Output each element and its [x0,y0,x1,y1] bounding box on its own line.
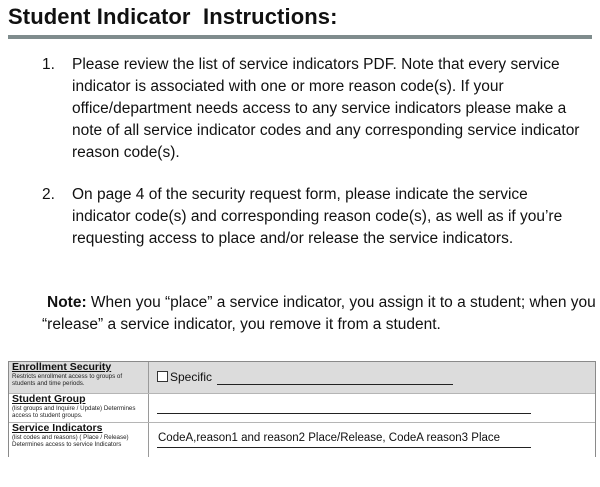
row-title: Service Indicators [12,422,103,434]
instruction-step-2 [42,184,590,250]
specific-checkbox[interactable] [157,371,168,382]
row-label [9,423,149,457]
row-value-cell [149,423,595,457]
security-request-form-excerpt [8,361,596,457]
row-subtitle: (list codes and reasons) ( Place / Release) Determines access to service Indicators [12,434,129,449]
row-value-cell [149,394,595,422]
instruction-step-1 [42,54,590,164]
note-paragraph [42,292,598,336]
row-value-cell [149,362,595,393]
student-group-entry-line[interactable] [157,413,531,414]
specific-entry-line[interactable] [217,384,453,385]
row-subtitle: (list groups and Inquire / Update) Determines access to student groups. [12,405,136,420]
service-indicator-entry-line [157,447,531,448]
form-row-enrollment-security [9,362,595,394]
instruction-list [42,54,590,250]
specific-label: Specific [170,370,213,384]
step-number: 2. [42,186,55,203]
row-title: Enrollment Security [12,361,112,373]
row-title: Student Group [12,393,86,405]
form-row-service-indicators [9,423,595,457]
step-text: On page 4 of the security request form, please indicate the service indicator code(s) and corresponding reason code(s), as well as if you’re requesting access to place and/or release the service indicators. [72,186,563,247]
row-subtitle: Restricts enrollment access to groups of students and time periods. [12,373,123,388]
note-label: Note: [47,294,87,311]
row-label [9,362,149,393]
note-text: When you “place” a service indicator, you assign it to a student; when you “release” a service indicator, you remove it from a student. [42,294,596,333]
page-title: Student Indicator Instructions: [8,4,338,29]
step-text: Please review the list of service indicators PDF. Note that every service indicator is associated with one or more reason code(s). If your office/department needs access to any service indicators please make a note of all service indicator codes and any corresponding service indicator reason code(s). [72,56,580,161]
service-indicator-codes-entry[interactable]: CodeA,reason1 and reason2 Place/Release, CodeA reason3 Place [158,432,501,444]
title-divider [8,35,592,39]
form-row-student-group [9,394,595,423]
row-label [9,394,149,422]
step-number: 1. [42,56,55,73]
